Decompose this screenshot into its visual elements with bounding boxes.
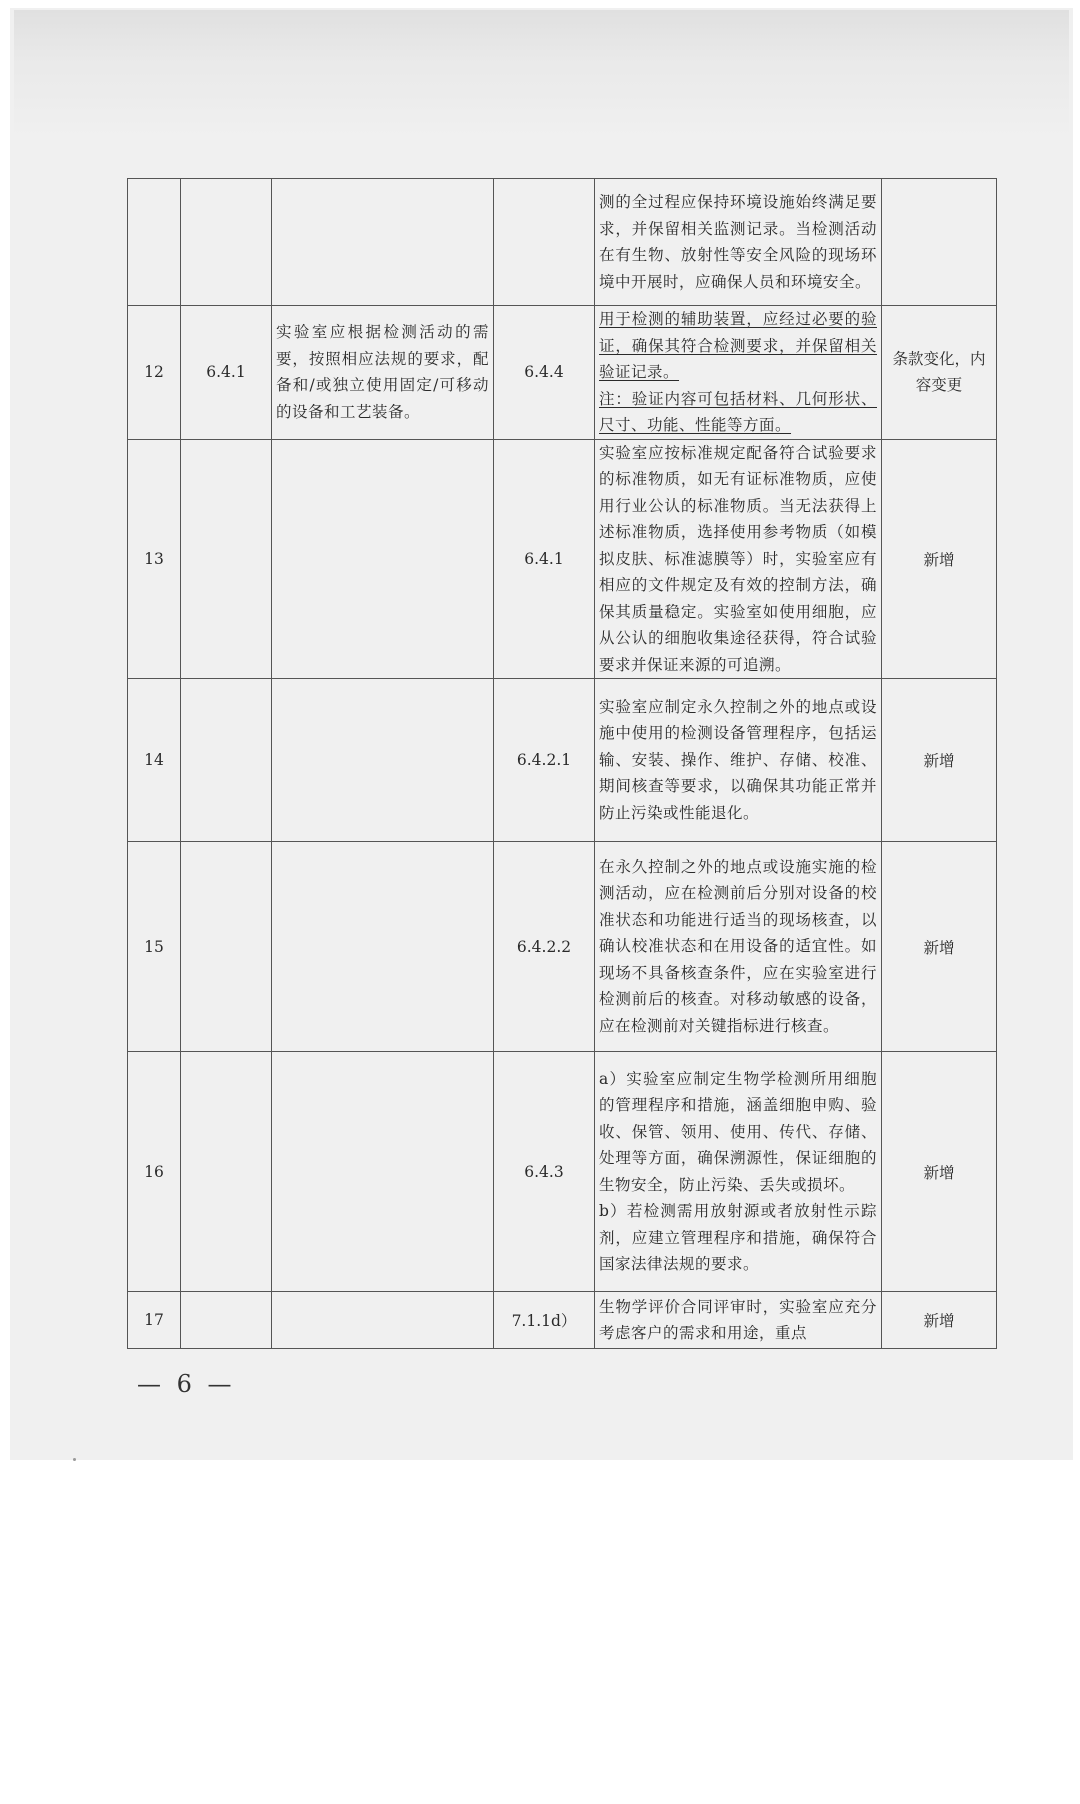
row-number: 12 xyxy=(128,306,181,440)
comparison-table xyxy=(127,178,997,1349)
row-number: 13 xyxy=(128,439,181,679)
remark: 新增 xyxy=(882,439,997,679)
old-clause xyxy=(181,439,272,679)
old-clause xyxy=(181,842,272,1052)
new-text: 用于检测的辅助装置，应经过必要的验证，确保其符合检测要求，并保留相关验证记录。 xyxy=(599,310,877,381)
remark: 新增 xyxy=(882,842,997,1052)
new-clause: 6.4.2.2 xyxy=(494,842,595,1052)
old-text xyxy=(272,1052,494,1292)
table-row xyxy=(128,306,997,440)
old-text xyxy=(272,679,494,842)
old-text xyxy=(272,842,494,1052)
new-text: 实验室应制定永久控制之外的地点或设施中使用的检测设备管理程序，包括运输、安装、操作、维护、存储、校准、期间核查等要求，以确保其功能正常并防止污染或性能退化。 xyxy=(595,679,882,842)
old-clause: 6.4.1 xyxy=(181,306,272,440)
old-clause xyxy=(181,179,272,306)
remark xyxy=(882,179,997,306)
new-text-cell xyxy=(595,306,882,440)
table-row xyxy=(128,439,997,679)
table-row xyxy=(128,842,997,1052)
new-text: 测的全过程应保持环境设施始终满足要求，并保留相关监测记录。当检测活动在有生物、放射性等安全风险的现场环境中开展时，应确保人员和环境安全。 xyxy=(595,179,882,306)
old-clause xyxy=(181,679,272,842)
new-text-item-b: b）若检测需用放射源或者放射性示踪剂，应建立管理程序和措施，确保符合国家法律法规的要求。 xyxy=(599,1202,877,1273)
page-number: — 6 — xyxy=(137,1370,236,1398)
table-row xyxy=(128,1292,997,1349)
new-text-item-a: a）实验室应制定生物学检测所用细胞的管理程序和措施，涵盖细胞申购、验收、保管、领用、使用、传代、存储、处理等方面，确保溯源性，保证细胞的生物安全，防止污染、丢失或损坏。 xyxy=(599,1069,877,1194)
remark: 新增 xyxy=(882,1052,997,1292)
new-text: 实验室应按标准规定配备符合试验要求的标准物质，如无有证标准物质，应使用行业公认的标准物质。当无法获得上述标准物质，选择使用参考物质（如模拟皮肤、标准滤膜等）时，实验室应有相应的文件规定及有效的控制方法，确保其质量稳定。实验室如使用细胞，应从公认的细胞收集途径获得，符合试验要求并保证来源的可追溯。 xyxy=(595,439,882,679)
new-text: 生物学评价合同评审时，实验室应充分考虑客户的需求和用途，重点 xyxy=(595,1292,882,1349)
remark: 新增 xyxy=(882,1292,997,1349)
row-number xyxy=(128,179,181,306)
new-text: 在永久控制之外的地点或设施实施的检测活动，应在检测前后分别对设备的校准状态和功能进行适当的现场核查，以确认校准状态和在用设备的适宜性。如现场不具备核查条件，应在实验室进行检测前后的核查。对移动敏感的设备，应在检测前对关键指标进行核查。 xyxy=(595,842,882,1052)
remark: 条款变化，内容变更 xyxy=(882,306,997,440)
row-number: 17 xyxy=(128,1292,181,1349)
new-clause xyxy=(494,179,595,306)
new-clause: 6.4.4 xyxy=(494,306,595,440)
remark: 新增 xyxy=(882,679,997,842)
old-clause xyxy=(181,1052,272,1292)
old-clause xyxy=(181,1292,272,1349)
new-clause: 7.1.1d） xyxy=(494,1292,595,1349)
row-number: 14 xyxy=(128,679,181,842)
old-text xyxy=(272,1292,494,1349)
new-clause: 6.4.1 xyxy=(494,439,595,679)
scan-speck xyxy=(73,1458,76,1461)
old-text: 实验室应根据检测活动的需要，按照相应法规的要求，配备和/或独立使用固定/可移动的设备和工艺装备。 xyxy=(272,306,494,440)
table-row xyxy=(128,679,997,842)
new-note: 注：验证内容可包括材料、几何形状、尺寸、功能、性能等方面。 xyxy=(599,389,877,434)
row-number: 15 xyxy=(128,842,181,1052)
new-text-cell xyxy=(595,1052,882,1292)
row-number: 16 xyxy=(128,1052,181,1292)
new-clause: 6.4.3 xyxy=(494,1052,595,1292)
old-text xyxy=(272,439,494,679)
table-row xyxy=(128,1052,997,1292)
table-row xyxy=(128,179,997,306)
old-text xyxy=(272,179,494,306)
new-clause: 6.4.2.1 xyxy=(494,679,595,842)
scan-shadow xyxy=(14,10,1069,140)
